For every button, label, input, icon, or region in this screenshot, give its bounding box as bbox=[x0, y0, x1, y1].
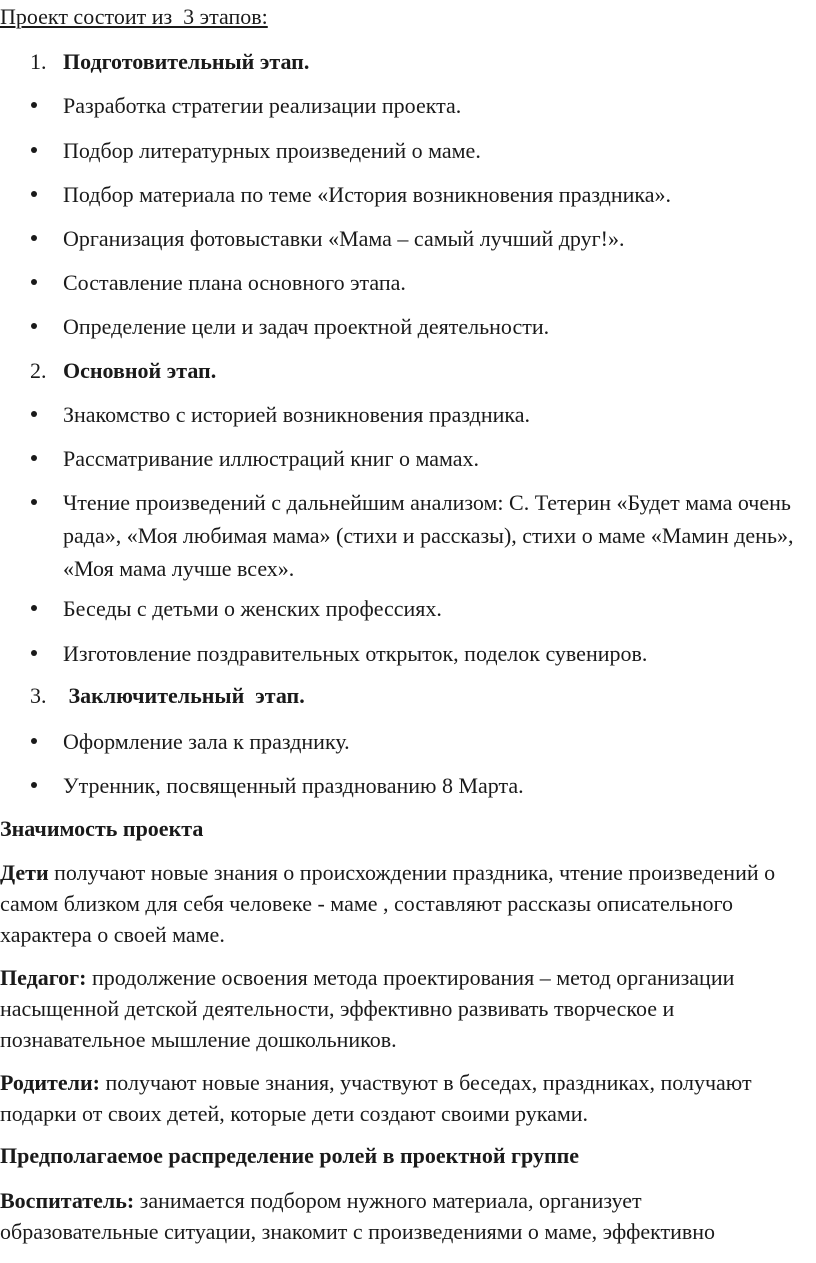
bullet-icon bbox=[31, 279, 37, 285]
teacher-label: Педагог: bbox=[0, 965, 87, 990]
bullet-icon bbox=[31, 605, 37, 611]
educator-paragraph bbox=[0, 1185, 800, 1247]
stage-1-number: 1. bbox=[30, 49, 47, 74]
bullet-icon bbox=[31, 738, 37, 744]
roles-heading: Предполагаемое распределение ролей в проектной группе bbox=[0, 1143, 580, 1168]
bullet-icon bbox=[31, 411, 37, 417]
bullet-icon bbox=[31, 782, 37, 788]
parents-text: получают новые знания, участвуют в беседах, праздниках, получают подарки от своих детей, которые дети создают своими руками. bbox=[0, 1070, 752, 1126]
educator-label: Воспитатель: bbox=[0, 1188, 135, 1213]
document-page: Проект состоит из 3 этапов: 1. Подготовительный этап. Разработка стратегии реализации проекта. Подбор литературных произведений о маме. Подбор материала по теме «История возникновения праздника». Организация фотовыставки «Мама – самый лучший друг!». Составление плана основного этапа. Определение цели и задач проектной деятельности. 2. Основной этап. Знакомство с историей возникновения праздника. Рассматривание иллюстраций книг о мамах. Чтение произведений с дальнейшим анализом: С. Тетерин «Будет мама очень рада», «Моя любимая мама» (стихи и рассказы), стихи о маме «Мамин день», «Моя мама лучше всех». Беседы с детьми о женских профессиях. Изготовление поздравительных открыток, поделок сувениров. 3. Заключительный этап. Оформление зала к празднику. Утренник, посвященный празднованию 8 Марта. Значимость проекта Дети получают новые знания о происхождении праздника, чтение произведений о самом близком для себя человеке - маме , составляют рассказы описательного характера о своей маме. Педагог: продолжение освоения метода проектирования – метод организации насыщенной детской деятельности, эффективно развивать творческое и познавательное мышление дошкольников. Родители: получают новые знания, участвуют в беседах, праздниках, получают подарки от своих детей, которые дети создают своими руками. Предполагаемое распределение ролей в проектной группе Воспитатель: занимается подбором нужного материала, организует образовательные ситуации, знакомит с произведениями о маме, эффективно bbox=[0, 0, 816, 1263]
parents-paragraph bbox=[0, 1067, 800, 1129]
bullet-icon bbox=[31, 235, 37, 241]
stage-3-title: Заключительный этап. bbox=[63, 683, 305, 708]
stage-3-number: 3. bbox=[30, 683, 47, 708]
teacher-paragraph bbox=[0, 962, 800, 1055]
bullet-icon bbox=[31, 455, 37, 461]
bullet-icon bbox=[31, 147, 37, 153]
parents-label: Родители: bbox=[0, 1070, 100, 1095]
bullet-icon bbox=[31, 499, 37, 505]
significance-heading: Значимость проекта bbox=[0, 816, 204, 841]
bullet-icon bbox=[31, 102, 37, 108]
educator-text: занимается подбором нужного материала, организует образовательные ситуации, знакомит с произведениями о маме, эффективно bbox=[0, 1188, 716, 1244]
intro-line: Проект состоит из 3 этапов: bbox=[0, 4, 268, 29]
bullet-icon bbox=[31, 191, 37, 197]
children-text: получают новые знания о происхождении праздника, чтение произведений о самом близком для себя человеке - маме , составляют рассказы описательного характера о своей маме. bbox=[0, 860, 776, 947]
stage-2-number: 2. bbox=[30, 358, 47, 383]
stage-1-title: Подготовительный этап. bbox=[63, 49, 310, 74]
children-label: Дети bbox=[0, 860, 49, 885]
children-paragraph bbox=[0, 857, 800, 950]
bullet-icon bbox=[31, 650, 37, 656]
stage-2-title: Основной этап. bbox=[63, 358, 217, 383]
bullet-icon bbox=[31, 323, 37, 329]
teacher-text: продолжение освоения метода проектирования – метод организации насыщенной детской деятельности, эффективно развивать творческое и познавательное мышление дошкольников. bbox=[0, 965, 735, 1052]
